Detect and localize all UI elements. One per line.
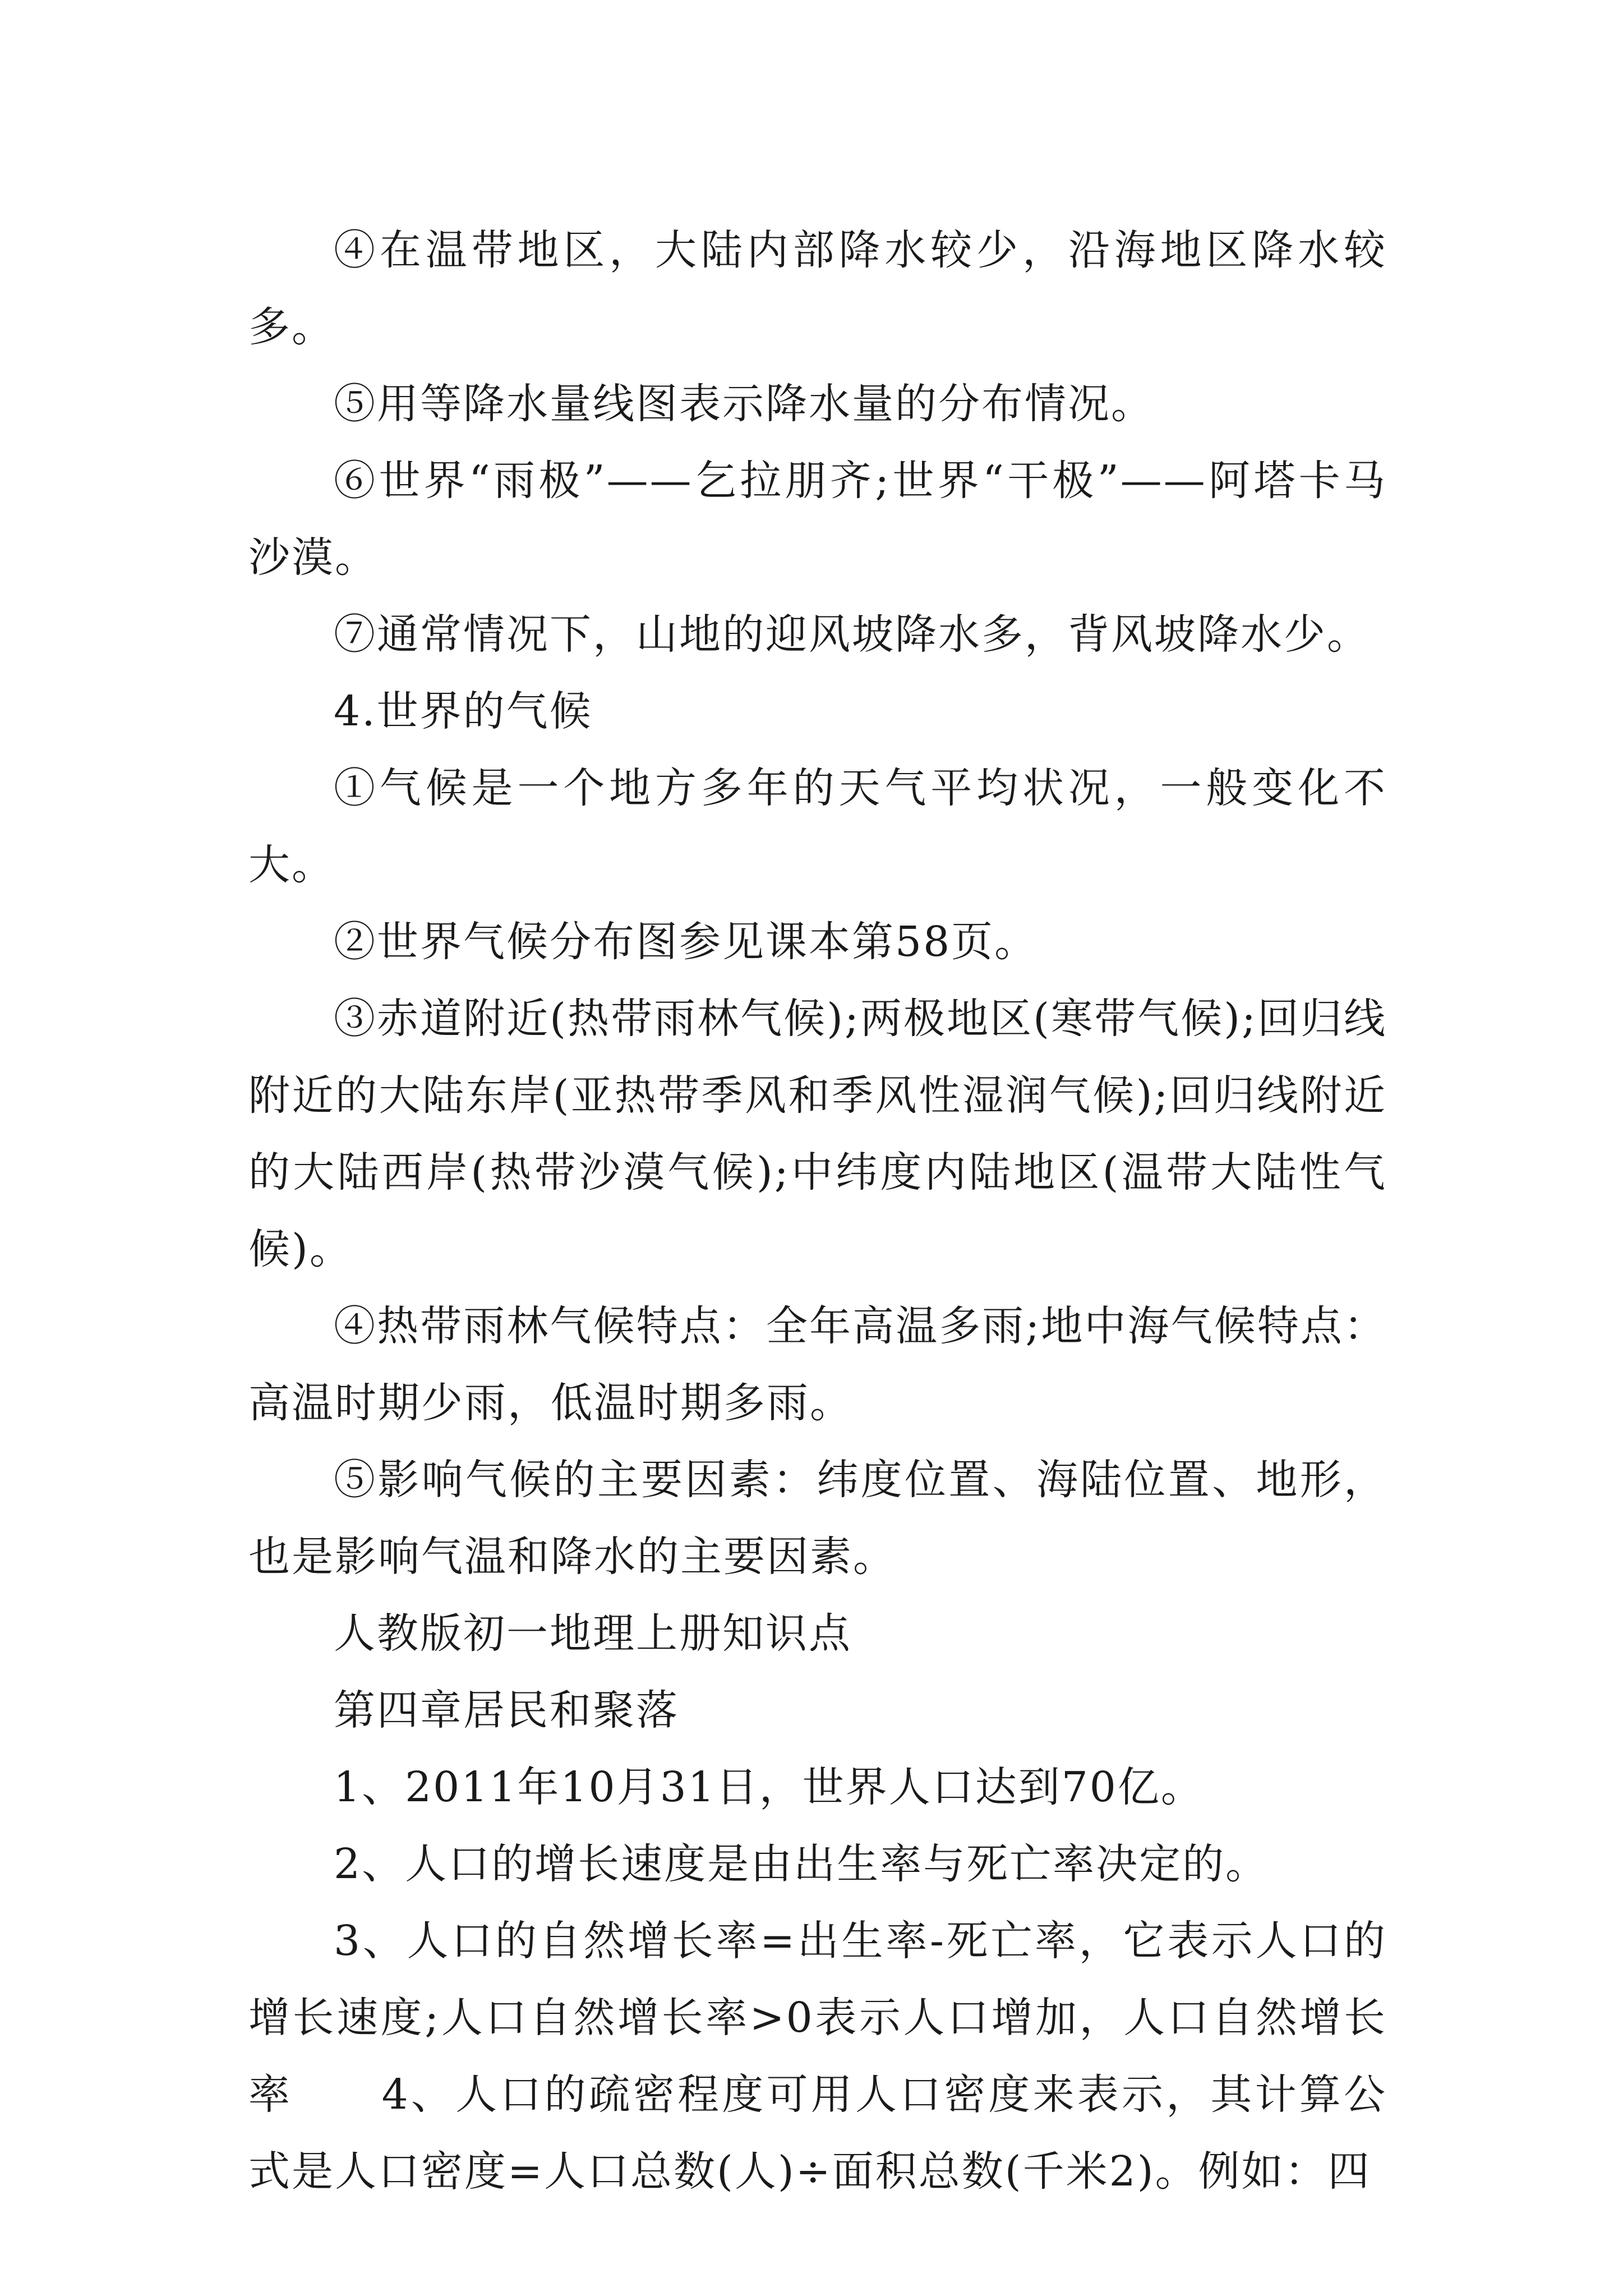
paragraph-climate-definition: ①气候是一个地方多年的天气平均状况，一般变化不大。 — [248, 764, 1387, 889]
paragraph-population-70-billion: 1、2011年10月31日，世界人口达到70亿。 — [334, 1763, 1204, 1811]
document-body — [248, 212, 1387, 2210]
paragraph-precip-temperate: ④在温带地区，大陆内部降水较少，沿海地区降水较多。 — [248, 226, 1387, 351]
heading-knowledge-points: 人教版初一地理上册知识点 — [334, 1609, 852, 1658]
paragraph-climate-distribution: ③赤道附近(热带雨林气候);两极地区(寒带气候);回归线附近的大陆东岸(亚热带季风和季风性湿润气候);回归线附近的大陆西岸(热带沙漠气候);中纬度内陆地区(温带大陆性气候)。 — [248, 995, 1387, 1273]
section-heading-world-climate: 4.世界的气候 — [334, 687, 593, 735]
paragraph-isohyet-map: ⑤用等降水量线图表示降水量的分布情况。 — [334, 380, 1154, 428]
paragraph-windward-slope: ⑦通常情况下，山地的迎风坡降水多，背风坡降水少。 — [334, 610, 1370, 659]
paragraph-climate-map-reference: ②世界气候分布图参见课本第58页。 — [334, 918, 1038, 966]
paragraph-climate-factors: ⑤影响气候的主要因素：纬度位置、海陆位置、地形，也是影响气温和降水的主要因素。 — [248, 1456, 1387, 1581]
paragraph-rain-dry-poles: ⑥世界“雨极”——乞拉朋齐;世界“干极”——阿塔卡马沙漠。 — [248, 457, 1387, 582]
paragraph-growth-rate-factors: 2、人口的增长速度是由出生率与死亡率决定的。 — [334, 1840, 1269, 1888]
heading-chapter-four: 第四章居民和聚落 — [334, 1686, 679, 1734]
paragraph-natural-growth-density: 3、人口的自然增长率=出生率-死亡率，它表示人口的增长速度;人口自然增长率>0表示人口增加，人口自然增长率 4、人口的疏密程度可用人口密度来表示，其计算公式是人口密度=人口总数(人)÷面积总数(千米2)。例如：四 — [248, 1917, 1387, 2196]
paragraph-climate-features: ④热带雨林气候特点：全年高温多雨;地中海气候特点：高温时期少雨，低温时期多雨。 — [248, 1302, 1387, 1427]
